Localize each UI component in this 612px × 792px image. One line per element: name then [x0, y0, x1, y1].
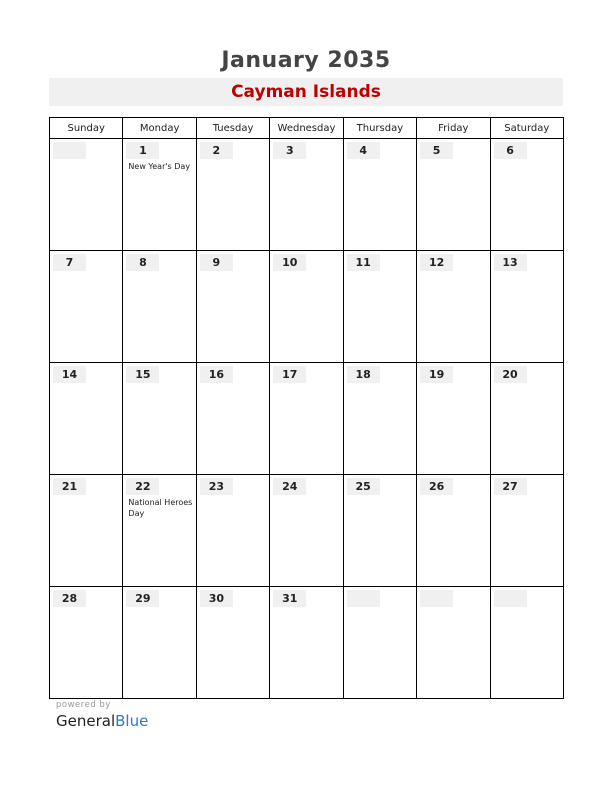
day-number: 16 — [200, 366, 233, 383]
day-cell — [343, 587, 416, 699]
day-cell — [343, 251, 416, 363]
week-row — [50, 587, 564, 699]
day-number: 31 — [273, 590, 306, 607]
day-number: 6 — [494, 142, 527, 159]
day-number — [420, 590, 453, 607]
day-cell — [123, 251, 196, 363]
day-cell — [490, 251, 563, 363]
calendar-title: January 2035 — [221, 48, 391, 73]
day-cell — [196, 363, 269, 475]
day-cell — [343, 475, 416, 587]
weekday-tuesday: Tuesday — [196, 118, 269, 139]
day-number: 5 — [420, 142, 453, 159]
calendar-grid — [49, 117, 564, 699]
day-number: 3 — [273, 142, 306, 159]
day-number: 24 — [273, 478, 306, 495]
day-number: 2 — [200, 142, 233, 159]
day-cell — [490, 475, 563, 587]
day-cell — [50, 363, 123, 475]
day-cell — [270, 363, 343, 475]
day-cell — [417, 139, 490, 251]
footer — [56, 700, 148, 730]
day-cell — [196, 587, 269, 699]
day-number: 11 — [347, 254, 380, 271]
day-number — [494, 590, 527, 607]
day-number: 13 — [494, 254, 527, 271]
day-cell — [123, 587, 196, 699]
day-number: 18 — [347, 366, 380, 383]
day-cell — [123, 139, 196, 251]
powered-by-text: powered by — [56, 700, 111, 710]
day-number: 7 — [53, 254, 86, 271]
day-number: 17 — [273, 366, 306, 383]
day-cell — [50, 587, 123, 699]
day-cell — [417, 475, 490, 587]
day-number: 15 — [126, 366, 159, 383]
day-cell — [270, 475, 343, 587]
day-cell — [123, 475, 196, 587]
day-number: 9 — [200, 254, 233, 271]
day-number: 1 — [126, 142, 159, 159]
holiday-label: National Heroes Day — [128, 498, 193, 518]
day-number: 12 — [420, 254, 453, 271]
country-name: Cayman Islands — [231, 82, 381, 102]
weekday-header-row — [50, 118, 564, 139]
day-cell — [50, 251, 123, 363]
day-number: 14 — [53, 366, 86, 383]
day-cell — [343, 139, 416, 251]
holiday-label: New Year's Day — [128, 162, 191, 171]
day-cell — [50, 475, 123, 587]
day-cell — [270, 251, 343, 363]
week-row — [50, 475, 564, 587]
weekday-wednesday: Wednesday — [270, 118, 343, 139]
day-cell — [490, 587, 563, 699]
day-cell — [50, 139, 123, 251]
weekday-friday: Friday — [417, 118, 490, 139]
day-number: 26 — [420, 478, 453, 495]
week-row — [50, 363, 564, 475]
day-number: 20 — [494, 366, 527, 383]
day-number: 22 — [126, 478, 159, 495]
brand-part1: General — [56, 712, 116, 730]
day-cell — [490, 139, 563, 251]
day-number: 19 — [420, 366, 453, 383]
week-row — [50, 251, 564, 363]
brand-part2: Blue — [115, 712, 149, 730]
day-number: 30 — [200, 590, 233, 607]
day-cell — [196, 139, 269, 251]
country-banner — [49, 78, 563, 106]
weekday-thursday: Thursday — [343, 118, 416, 139]
day-cell — [123, 363, 196, 475]
day-number: 21 — [53, 478, 86, 495]
day-number: 29 — [126, 590, 159, 607]
day-number: 8 — [126, 254, 159, 271]
day-cell — [417, 363, 490, 475]
day-cell — [417, 251, 490, 363]
day-number: 28 — [53, 590, 86, 607]
day-cell — [196, 251, 269, 363]
day-number: 10 — [273, 254, 306, 271]
day-cell — [196, 475, 269, 587]
day-number: 25 — [347, 478, 380, 495]
generalblue-logo[interactable] — [56, 712, 148, 730]
day-cell — [343, 363, 416, 475]
day-cell — [270, 139, 343, 251]
day-cell — [417, 587, 490, 699]
day-number — [347, 590, 380, 607]
week-row — [50, 139, 564, 251]
day-cell — [490, 363, 563, 475]
weekday-monday: Monday — [123, 118, 196, 139]
calendar-body — [50, 139, 564, 699]
day-number — [53, 142, 86, 159]
day-number: 27 — [494, 478, 527, 495]
day-number: 4 — [347, 142, 380, 159]
day-number: 23 — [200, 478, 233, 495]
weekday-sunday: Sunday — [50, 118, 123, 139]
day-cell — [270, 587, 343, 699]
weekday-saturday: Saturday — [490, 118, 563, 139]
